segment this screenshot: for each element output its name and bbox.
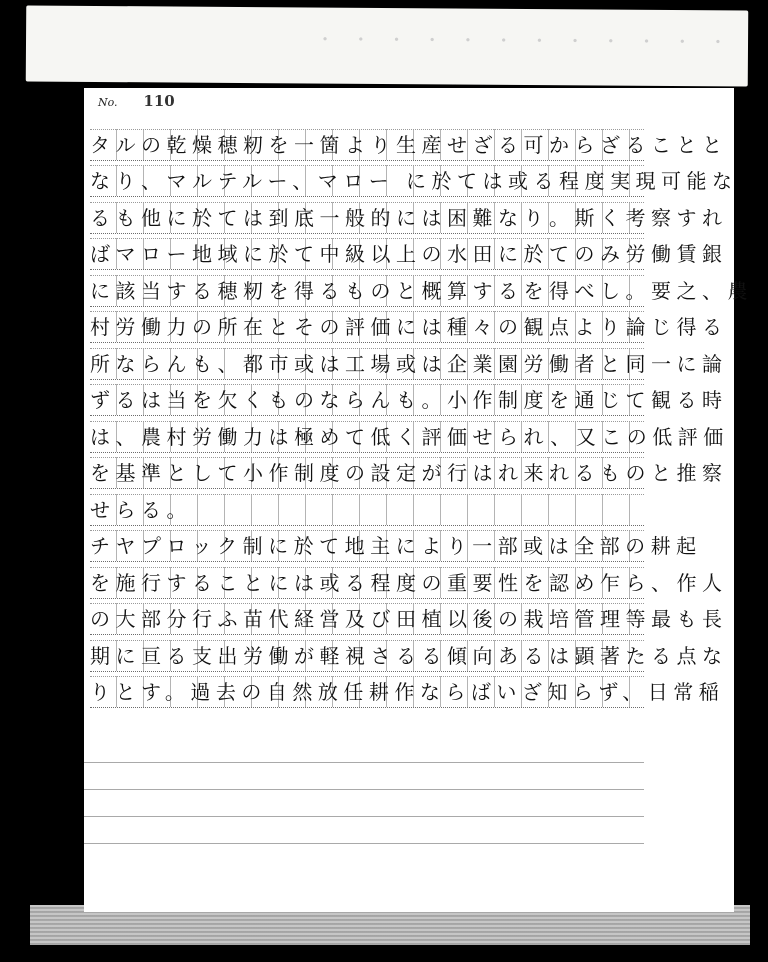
blank-line (84, 736, 644, 763)
manuscript-line (90, 489, 644, 526)
page-number-label: No. (98, 96, 118, 109)
blank-line (84, 763, 644, 790)
line-text: せらる。 (90, 494, 644, 525)
blank-line (84, 817, 644, 844)
line-text: るも他に於ては到底一般的には困難なり。斯く考察すれ (90, 202, 644, 233)
page-number (98, 92, 175, 110)
manuscript-line (90, 197, 728, 234)
line-text: 村労働力の所在とその評価には種々の観点より論じ得る (90, 311, 644, 342)
manuscript-line (90, 234, 728, 271)
bleed-through-text: ・ ・ ・ ・ ・ ・ ・ ・ ・ ・ ・ ・ (315, 29, 734, 54)
manuscript-line (90, 562, 728, 599)
line-text: の大部分行ふ苗代経営及び田植以後の栽培管理等最も長 (90, 603, 644, 634)
line-text: を基準として小作制度の設定が行はれ来れるものと推察 (90, 457, 644, 488)
line-text: を施行することには或る程度の重要性を認め乍ら、作人 (90, 567, 644, 598)
previous-page-flap (26, 5, 749, 86)
line-text: は、農村労働力は極めて低く評価せられ、又この低評価 (90, 421, 644, 452)
manuscript-line (90, 343, 728, 380)
manuscript-line (90, 124, 728, 161)
line-text: ずるは当を欠くものならんも。小作制度を通じて観る時 (90, 384, 644, 415)
manuscript-line (90, 453, 728, 490)
manuscript-line (90, 526, 702, 563)
line-text: チヤプロック制に於て地主により一部或は全部の耕起 (90, 530, 644, 561)
manuscript-line (90, 307, 728, 344)
line-text: なり、マルテルー、マロー に於ては或る程度実現可能な (90, 165, 644, 196)
manuscript-line (90, 416, 729, 453)
manuscript-line (90, 161, 738, 198)
blank-line (84, 790, 644, 817)
line-text: 所ならんも、都市或は工場或は企業園労働者と同一に論 (90, 348, 644, 379)
manuscript-line (90, 672, 725, 709)
line-text: 期に亘る支出労働が軽視さるる傾向あるは顕著たる点な (90, 640, 644, 671)
manuscript-line (90, 380, 728, 417)
manuscript-line (90, 270, 753, 307)
page-number-value: 110 (143, 92, 175, 110)
line-text: ばマロー地域に於て中級以上の水田に於てのみ労働賃銀 (90, 238, 644, 269)
manuscript-lines (90, 124, 753, 708)
line-text: りとす。過去の自然放任耕作ならばいざ知らず、日常稲 (90, 676, 644, 707)
blank-ruled-lines (84, 736, 644, 844)
manuscript-line (90, 599, 728, 636)
line-text: に該当する穂籾を得るものと概算するを得べし。要之、農 (90, 275, 644, 306)
line-text: タルの乾燥穂籾を一箇より生産せざる可からざることと (90, 129, 644, 160)
manuscript-line (90, 635, 728, 672)
manuscript-sheet (84, 88, 753, 912)
